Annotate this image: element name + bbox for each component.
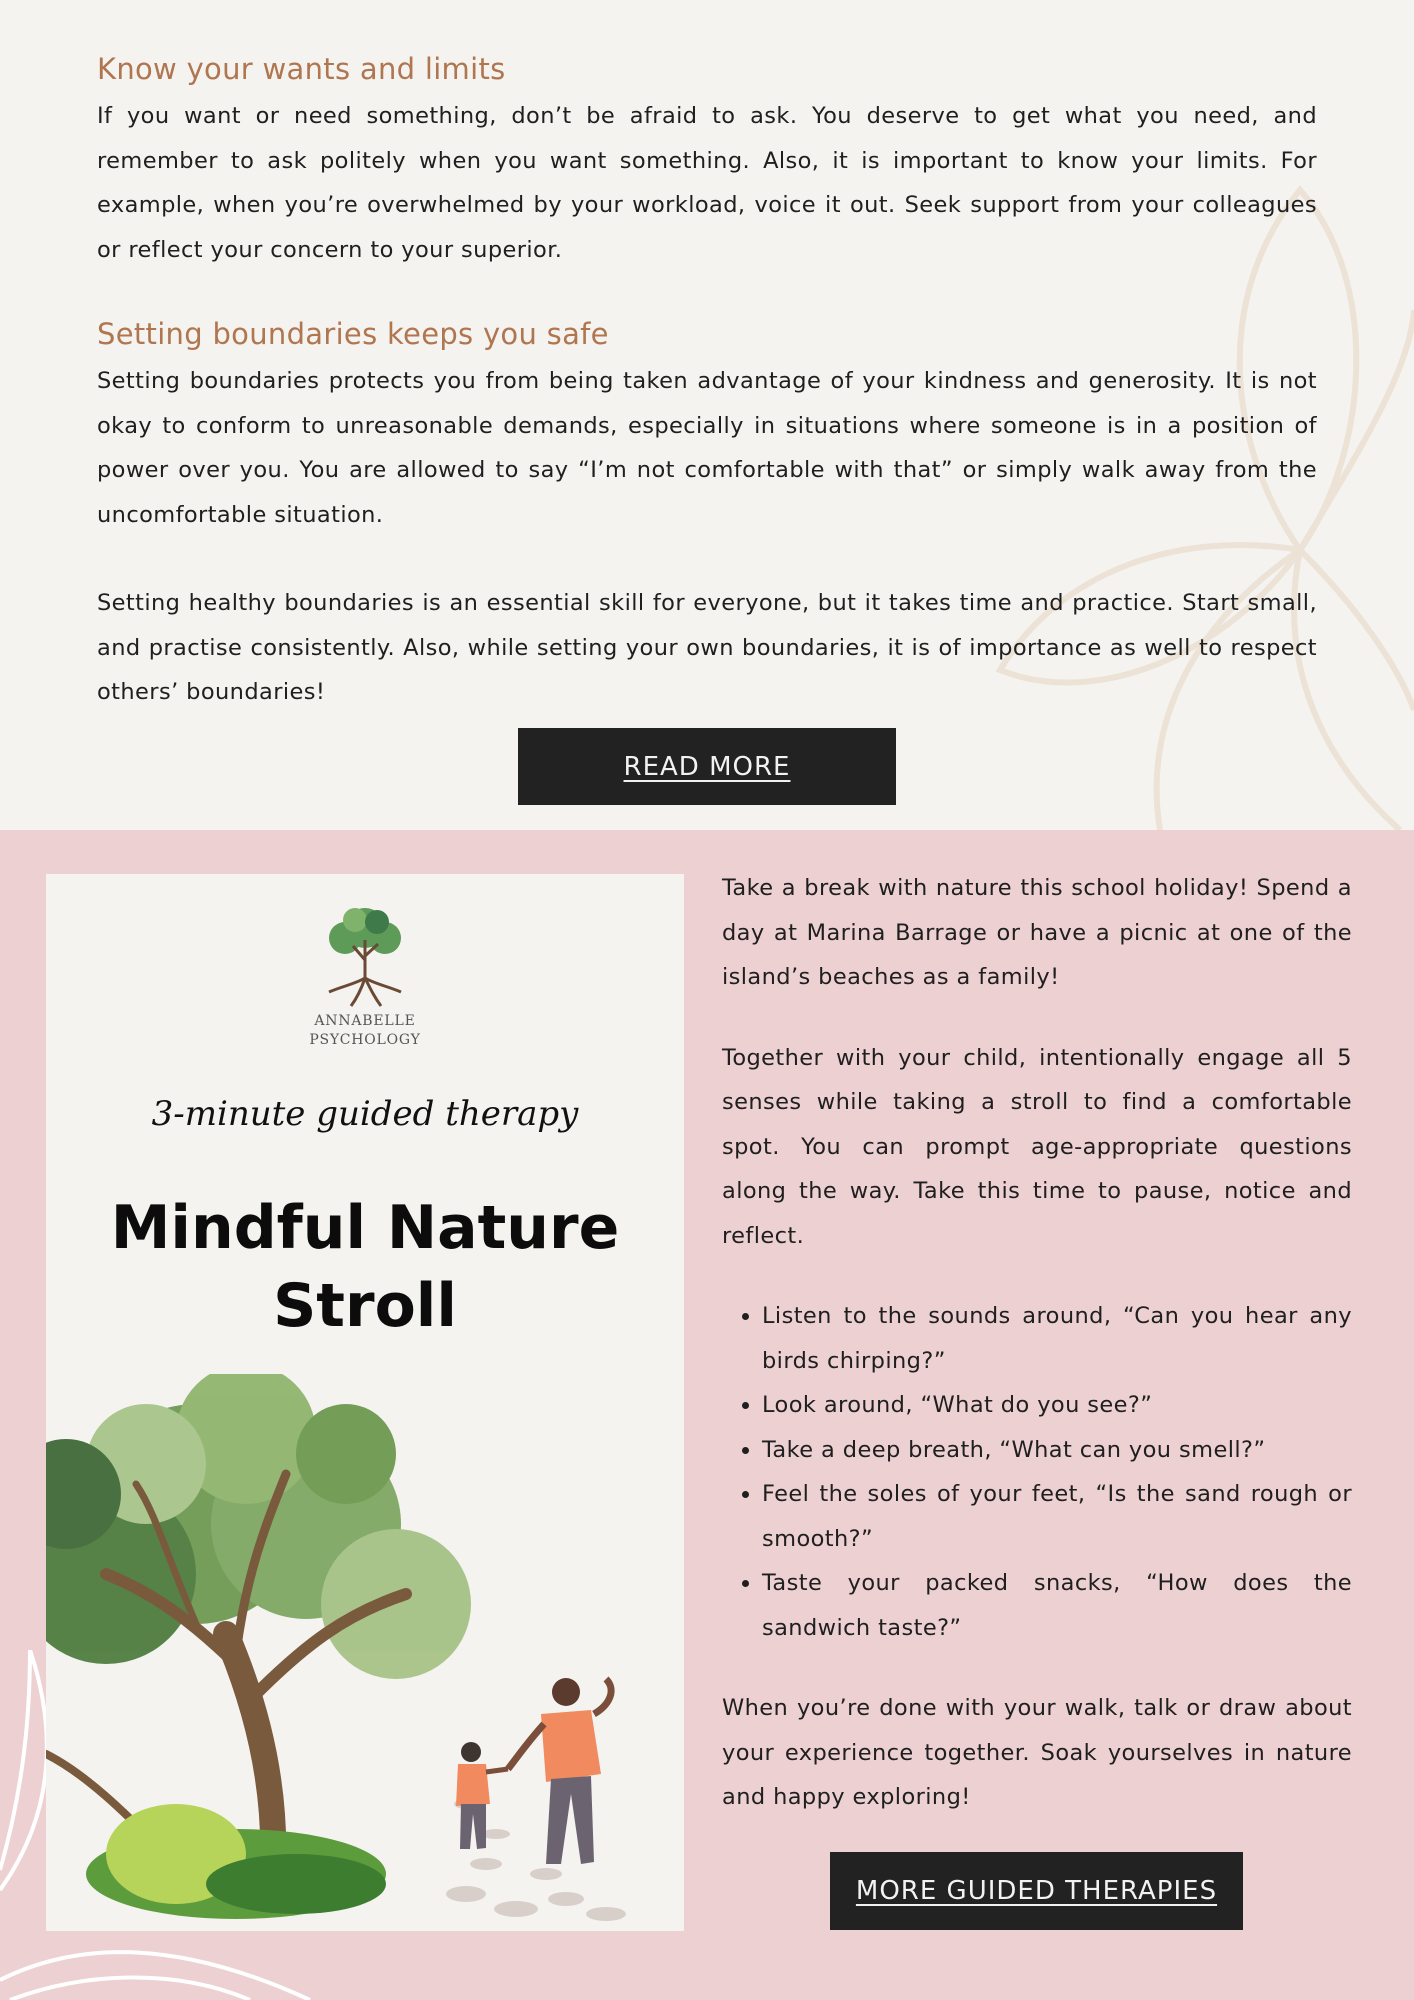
bottom-section: [0, 830, 1414, 2000]
list-item: • Take a deep breath, “What can you smell?”: [762, 1428, 1352, 1473]
read-more-button[interactable]: READ MORE: [518, 728, 896, 805]
list-item: • Listen to the sounds around, “Can you hear any birds chirping?”: [762, 1294, 1352, 1383]
brand-name-line2: PSYCHOLOGY: [309, 1032, 421, 1048]
card-subtitle: 3-minute guided therapy: [151, 1094, 579, 1134]
list-item: • Feel the soles of your feet, “Is the sand rough or smooth?”: [762, 1472, 1352, 1561]
paragraph-healthy-boundaries: Setting healthy boundaries is an essential skill for everyone, but it takes time and practice. Start small, and practise consistently. Also, while setting your own boundaries, it is of importance as well to respect others’ boundaries!: [97, 590, 1317, 705]
senses-list: [722, 1294, 1352, 1650]
tree-logo-icon: [315, 900, 415, 1010]
nature-text-column: [722, 866, 1352, 1820]
heading-know-wants: Know your wants and limits: [97, 52, 506, 86]
list-item: • Taste your packed snacks, “How does the sandwich taste?”: [762, 1561, 1352, 1650]
section-boundaries: [97, 317, 1317, 715]
more-guided-therapies-button[interactable]: MORE GUIDED THERAPIES: [830, 1852, 1243, 1930]
paragraph-closing: When you’re done with your walk, talk or draw about your experience together. Soak yourselves in nature and happy exploring!: [722, 1695, 1352, 1810]
paragraph-intro: Take a break with nature this school holiday! Spend a day at Marina Barrage or have a picnic at one of the island’s beaches as a family!: [722, 875, 1352, 990]
card-title: [46, 1189, 684, 1345]
brand-name-line1: ANNABELLE: [314, 1013, 416, 1029]
top-section: [0, 0, 1414, 830]
paragraph-boundaries: Setting boundaries protects you from being taken advantage of your kindness and generosity. It is not okay to conform to unreasonable demands, especially in situations where someone is in a position of power over you. You are allowed to say “I’m not comfortable with that” or simply walk away from the uncomfortable situation.: [97, 368, 1317, 528]
paragraph-together: Together with your child, intentionally engage all 5 senses while taking a stroll to find a comfortable spot. You can prompt age-appropriate questions along the way. Take this time to pause, notice and reflect.: [722, 1044, 1352, 1249]
card-title-line2: Stroll: [273, 1271, 457, 1341]
section-know-wants: [97, 52, 1317, 272]
tree-and-family-illustration: [46, 1374, 684, 1931]
heading-boundaries: Setting boundaries keeps you safe: [97, 317, 609, 351]
therapy-card: [46, 874, 684, 1931]
list-item: • Look around, “What do you see?”: [762, 1383, 1352, 1428]
card-title-line1: Mindful Nature: [110, 1193, 620, 1263]
paragraph-know-wants: If you want or need something, don’t be afraid to ask. You deserve to get what you need, and remember to ask politely when you want something. Also, it is important to know your limits. For example, when you’re overwhelmed by your workload, voice it out. Seek support from your colleagues or reflect your concern to your superior.: [97, 103, 1317, 263]
